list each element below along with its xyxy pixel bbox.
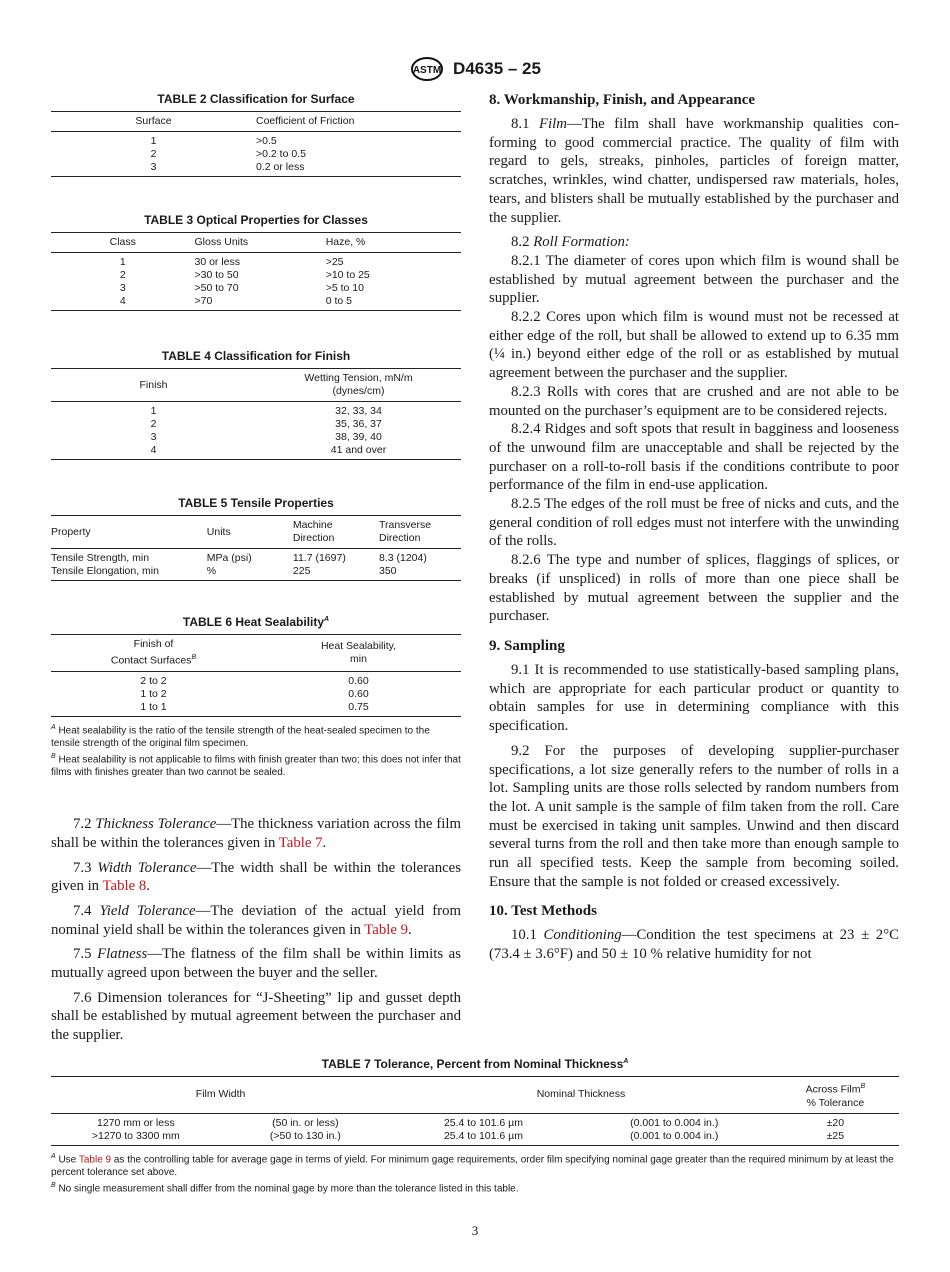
column-header: Across Film$^B$ % Tolerance: [772, 1077, 899, 1114]
table-title: TABLE 6 Heat Sealability$^A$: [182, 615, 330, 629]
column-header: Finish of Contact Surfaces$^B$: [51, 635, 256, 672]
column-header: Transverse Direction: [379, 516, 461, 549]
paragraph: 8.2.2 Cores upon which film is wound must not be recessed at either edge of the roll, but shall be allowed to extend up to 6.35 mm (¼ in.) beyond either edge of the roll or as established by mutual agreement between the purchaser and the supplier.: [489, 309, 899, 382]
paragraph: 7.4 Yield Tolerance—The deviation of the actual yield from nominal yield shall be within the tolerances given in Table 9.: [51, 902, 461, 938]
left-column: [51, 92, 461, 1051]
table-2: [51, 92, 461, 177]
table-title: TABLE 2 Classification for Surface: [157, 92, 355, 106]
table-row: 1 >0.5: [150, 135, 277, 147]
paragraph: 8.1 Film—The film shall have workmanship qualities conforming to good commercial practice. The quality of film with regard to gels, streaks, pinholes, particles of foreign matter, scratches, wrinkles, wind chatter, undispersed raw materials, holes, tears, and blisters shall be mutually established by the purchaser and the supplier.: [489, 116, 899, 226]
paragraph: 8.2.3 Rolls with cores that are crushed and are not able to be mounted on the purchaser’s equipment are to be considered rejects.: [489, 383, 899, 419]
section-heading: 9. Sampling: [489, 637, 565, 654]
paragraph: 9.2 For the purposes of developing supplier-purchaser specifications, a lot size generally refers to the number of rolls in a lot. Sampling units are those rolls selected by random numbers from the lot. A unit sample is the sample of film taken from the roll. Care must be exercised in taking unit samples. Unwind and then discard several turns from the roll and then take more than enough sample to run all specified tests. Keep the sample from becoming soiled. Ensure that the sample is not folded or creased excessively.: [489, 742, 899, 890]
right-column: [489, 92, 899, 970]
column-header: Wetting Tension, mN/m (dynes/cm): [256, 369, 461, 402]
table-title: TABLE 7 Tolerance, Percent from Nominal Thickness$^A$: [321, 1057, 629, 1071]
column-header: Finish: [51, 369, 256, 402]
svg-text:ASTM: ASTM: [412, 65, 442, 76]
page-header: [0, 57, 950, 81]
section-heading: 10. Test Methods: [489, 903, 597, 920]
table-row: 2 to 2 0.60: [140, 674, 369, 687]
section-7-text: [51, 815, 461, 1045]
paragraph: 8.2.4 Ridges and soft spots that result in bagginess and looseness of the unwound film are unacceptable and shall be rejected by the purchaser on a roll-to-roll basis if the conditions contribute to poor performance of the film in end-use application.: [489, 421, 899, 494]
paragraph: 8.2 Roll Formation:: [511, 234, 630, 251]
table-row: Tensile Elongation, min % 225 350: [51, 565, 461, 581]
column-header: Haze, %: [326, 233, 461, 253]
table-title: TABLE 3 Optical Properties for Classes: [144, 213, 368, 227]
table-row: 3 >50 to 70 >5 to 10: [119, 282, 364, 294]
table-row: 3 38, 39, 40: [150, 431, 382, 443]
table-title: TABLE 5 Tensile Properties: [178, 496, 334, 510]
column-header: Units: [207, 516, 293, 549]
table-row: 2 >0.2 to 0.5: [150, 148, 306, 160]
footnote: $^B$ Heat sealability is not applicable to films with finish greater than two; this does not infer that films with finishes greater than two cannot be sealed.: [51, 752, 461, 779]
table-row: 1 30 or less >25: [119, 256, 344, 268]
table-row: 3 0.2 or less: [51, 161, 461, 177]
table-row: 1 to 2 0.60: [140, 687, 369, 700]
column-header: Surface: [51, 112, 256, 132]
footnote: $^A$ Use Table 9 as the controlling table for average gage in terms of yield. For minimum gage requirements, order film specifying nominal gage greater than the required minimum by at least the percent tolerance set above.: [51, 1152, 894, 1178]
paragraph: 7.5 Flatness—The flatness of the film shall be within limits as mutually agreed upon between the buyer and the seller.: [51, 946, 462, 982]
table-4: [51, 349, 461, 460]
column-header: Nominal Thickness: [390, 1077, 772, 1114]
table-7-link[interactable]: Table 7: [278, 834, 323, 851]
footnote: $^A$ Heat sealability is the ratio of the tensile strength of the heat-sealed specimen to the tensile strength of the original film specimen.: [51, 723, 430, 749]
column-header: Film Width: [51, 1077, 390, 1114]
table-8-link[interactable]: Table 8: [102, 878, 147, 895]
paragraph: 7.3 Width Tolerance—The width shall be within the tolerances given in Table 8.: [51, 859, 461, 895]
column-header: Class: [51, 233, 195, 253]
table-row: 2 35, 36, 37: [150, 418, 382, 430]
table-9-link[interactable]: Table 9: [78, 1153, 112, 1165]
table-title: TABLE 4 Classification for Finish: [161, 349, 351, 363]
paragraph: 9.1 It is recommended to use statistically-based sampling plans, which are appropriate for each particular product or quantity to obtain samples for use in determining compliance with this specification.: [489, 661, 899, 735]
column-header: Machine Direction: [293, 516, 379, 549]
table-9-link[interactable]: Table 9: [364, 921, 409, 938]
table-row: 1 to 1 0.75: [51, 701, 461, 717]
footnote: $^B$ No single measurement shall differ from the nominal gage by more than the tolerance listed in this table.: [51, 1181, 519, 1195]
paragraph: 7.6 Dimension tolerances for “J-Sheeting” lip and gusset depth shall be established by mutual agreement between the purchaser and the supplier.: [51, 989, 461, 1044]
table-row: 1270 mm or less (50 in. or less) 25.4 to 101.6 µm (0.001 to 0.004 in.) ±20: [96, 1116, 845, 1129]
document-id: D4635 – 25: [453, 59, 541, 78]
table-3: [51, 213, 461, 311]
table-row: 1 32, 33, 34: [150, 405, 382, 417]
paragraph: 7.2 Thickness Tolerance—The thickness variation across the film shall be within the tolerances given in Table 7.: [51, 816, 461, 851]
paragraph: 8.2.6 The type and number of splices, flaggings of splices, or breaks (if unspliced) in rolls of more than one piece shall be established by mutual agreement between the supplier and the purchaser.: [489, 552, 899, 625]
table-7: [51, 1057, 899, 1195]
column-header: Heat Sealability, min: [256, 635, 461, 672]
table-row: 4 >70 0 to 5: [51, 295, 461, 311]
table-row: 4 41 and over: [51, 444, 461, 460]
table-row: >1270 to 3300 mm (>50 to 130 in.) 25.4 to 101.6 µm (0.001 to 0.004 in.) ±25: [51, 1130, 899, 1146]
table-5: [51, 496, 461, 581]
astm-logo-icon: [409, 57, 445, 81]
column-header: Gloss Units: [195, 233, 326, 253]
column-header: Coefficient of Friction: [256, 112, 461, 132]
table-row: Tensile Strength, min MPa (psi) 11.7 (1697) 8.3 (1204): [51, 552, 427, 564]
column-header: Property: [51, 516, 207, 549]
paragraph: 8.2.1 The diameter of cores upon which film is wound shall be established by mutual agreement between the purchaser and the supplier.: [489, 252, 899, 307]
section-heading: 8. Workmanship, Finish, and Appearance: [489, 92, 756, 108]
paragraph: 8.2.5 The edges of the roll must be free of nicks and cuts, and the general condition of roll edges must not interfere with the unwinding of the rolls.: [489, 496, 899, 550]
paragraph: 10.1 Conditioning—Condition the test specimens at 23 ± 2°C (73.4 ± 3.6°F) and 50 ± 10 % relative humidity for not: [489, 927, 899, 963]
table-6: [51, 615, 461, 779]
table-row: 2 >30 to 50 >10 to 25: [119, 269, 370, 281]
page-number: 3: [471, 1223, 479, 1238]
